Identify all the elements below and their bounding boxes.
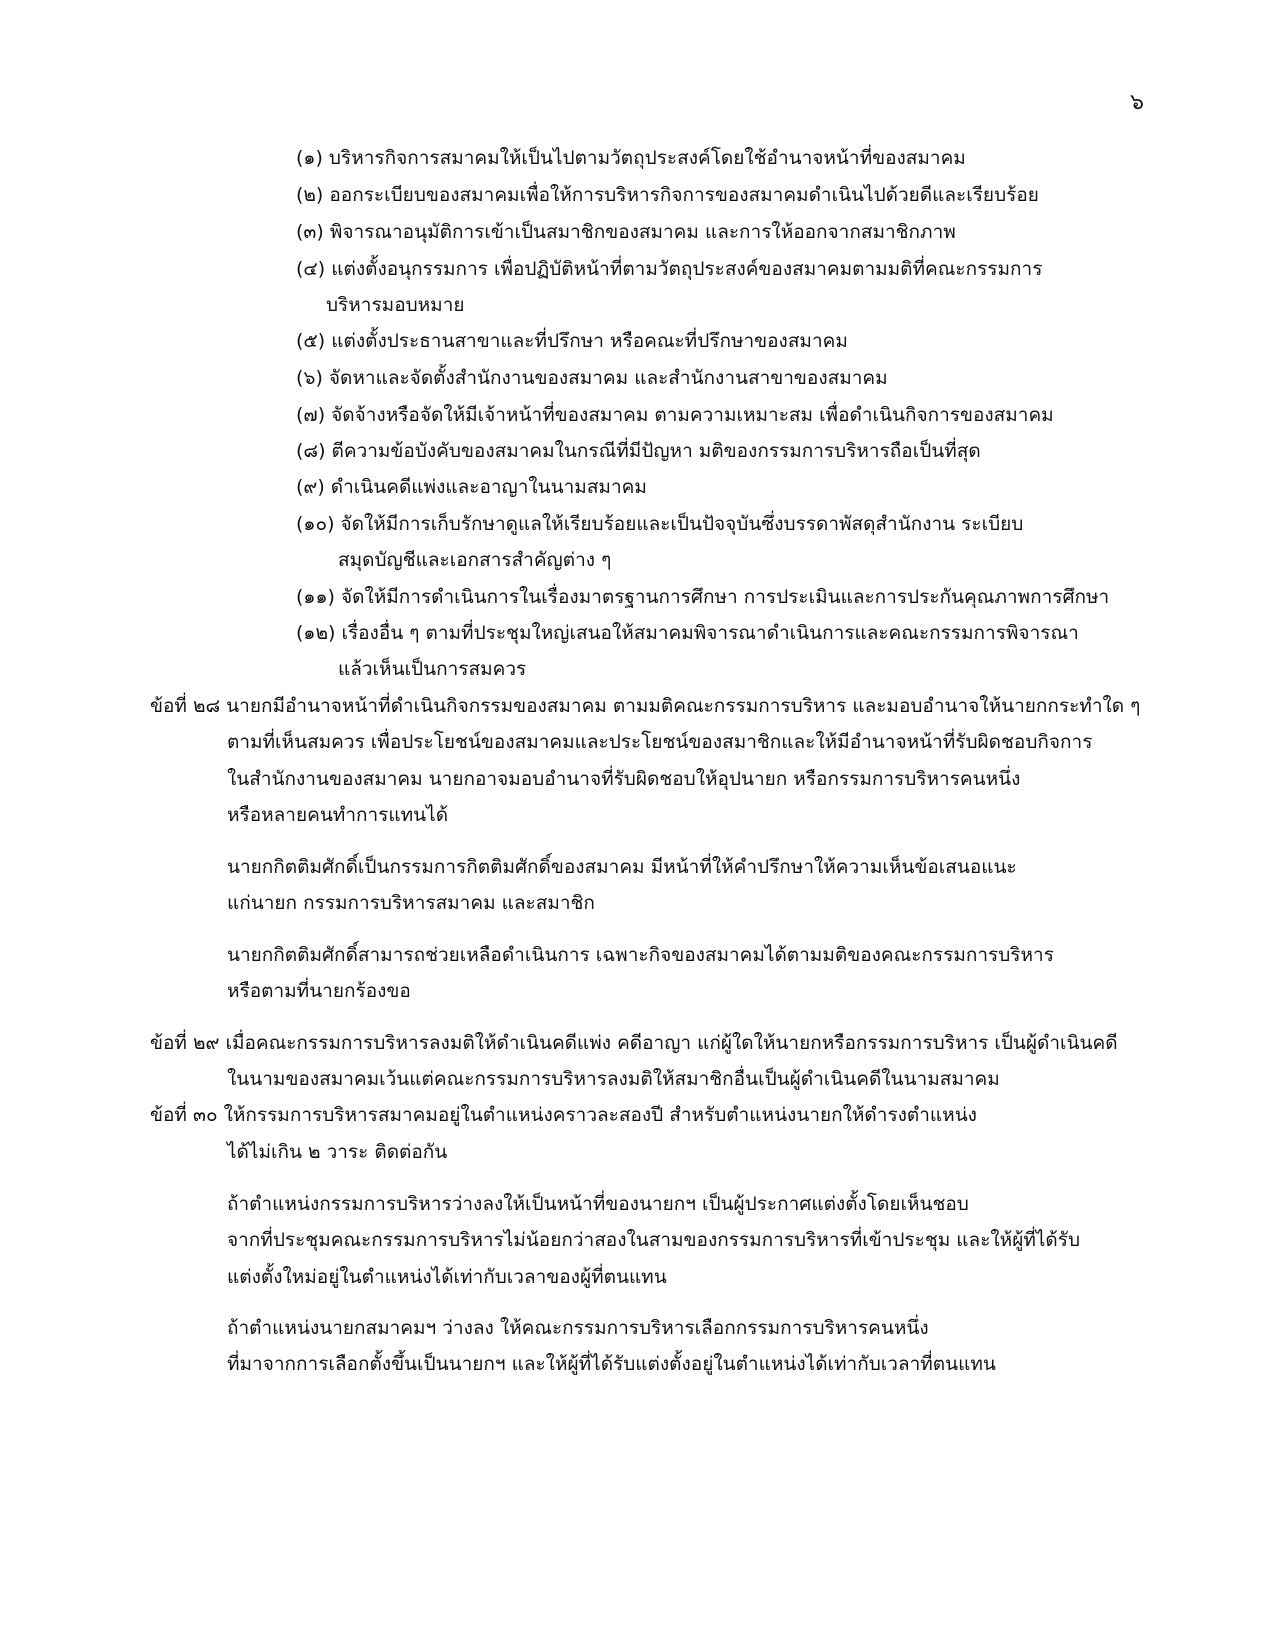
clause-paragraph-line: หรือตามที่นายกร้องขอ: [227, 980, 411, 1002]
clause-paragraph-line: แต่งตั้งใหม่อยู่ในตำแหน่งได้เท่ากับเวลาของผู้ที่ตนแทน: [227, 1266, 667, 1288]
clause-heading-line: ข้อที่ ๓๐ ให้กรรมการบริหารสมาคมอยู่ในตำแหน่งคราวละสองปี สำหรับตำแหน่งนายกให้ดำรงตำแหน่ง: [150, 1104, 977, 1126]
list-item-continuation: สมุดบัญชีและเอกสารสำคัญต่าง ๆ: [338, 549, 612, 571]
list-item-continuation: แล้วเห็นเป็นการสมควร: [338, 658, 527, 680]
list-item: (๔) แต่งตั้งอนุกรรมการ เพื่อปฏิบัติหน้าที่ตามวัตถุประสงค์ของสมาคมตามมติที่คณะกรรมการ: [296, 258, 1043, 280]
list-item: (๓) พิจารณาอนุมัติการเข้าเป็นสมาชิกของสมาคม และการให้ออกจากสมาชิกภาพ: [296, 221, 956, 243]
clause-line: ตามที่เห็นสมควร เพื่อประโยชน์ของสมาคมและประโยชน์ของสมาชิกและให้มีอำนาจหน้าที่รับผิดชอบกิจการ: [227, 731, 1093, 753]
list-item: (๑๒) เรื่องอื่น ๆ ตามที่ประชุมใหญ่เสนอให้สมาคมพิจารณาดำเนินการและคณะกรรมการพิจารณา: [296, 622, 1079, 644]
clause-line: ได้ไม่เกิน ๒ วาระ ติดต่อกัน: [227, 1141, 448, 1163]
clause-heading-line: ข้อที่ ๒๘ นายกมีอำนาจหน้าที่ดำเนินกิจกรรมของสมาคม ตามมติคณะกรรมการบริหาร และมอบอำนาจให้นายกกระทำใด ๆ: [150, 695, 1141, 717]
list-item: (๑๑) จัดให้มีการดำเนินการในเรื่องมาตรฐานการศึกษา การประเมินและการประกันคุณภาพการศึกษา: [296, 586, 1110, 608]
clause-paragraph-line: จากที่ประชุมคณะกรรมการบริหารไม่น้อยกว่าสองในสามของกรรมการบริหารที่เข้าประชุม และให้ผู้ที่ได้รับ: [227, 1229, 1081, 1251]
list-item: (๙) ดำเนินคดีแพ่งและอาญาในนามสมาคม: [296, 476, 647, 498]
clause-paragraph-line: นายกกิตติมศักดิ์สามารถช่วยเหลือดำเนินการ เฉพาะกิจของสมาคมได้ตามมติของคณะกรรมการบริหาร: [227, 944, 1054, 966]
page-number: ๖: [1130, 90, 1144, 115]
clause-line: ในสำนักงานของสมาคม นายกอาจมอบอำนาจที่รับผิดชอบให้อุปนายก หรือกรรมการบริหารคนหนึ่ง: [227, 768, 1021, 790]
list-item: (๖) จัดหาและจัดตั้งสำนักงานของสมาคม และสำนักงานสาขาของสมาคม: [296, 367, 888, 389]
clause-paragraph-line: ที่มาจากการเลือกตั้งขึ้นเป็นนายกฯ และให้ผู้ที่ได้รับแต่งตั้งอยู่ในตำแหน่งได้เท่ากับเวลาที่ตนแทน: [227, 1353, 996, 1375]
list-item: (๗) จัดจ้างหรือจัดให้มีเจ้าหน้าที่ของสมาคม ตามความเหมาะสม เพื่อดำเนินกิจการของสมาคม: [296, 404, 1054, 426]
list-item: (๑๐) จัดให้มีการเก็บรักษาดูแลให้เรียบร้อยและเป็นปัจจุบันซึ่งบรรดาพัสดุสำนักงาน ระเบียบ: [296, 513, 1024, 535]
clause-paragraph-line: ถ้าตำแหน่งนายกสมาคมฯ ว่างลง ให้คณะกรรมการบริหารเลือกกรรมการบริหารคนหนึ่ง: [227, 1317, 929, 1339]
clause-paragraph-line: แก่นายก กรรมการบริหารสมาคม และสมาชิก: [227, 892, 595, 914]
clause-paragraph-line: นายกกิตติมศักดิ์เป็นกรรมการกิตติมศักดิ์ของสมาคม มีหน้าที่ให้คำปรึกษาให้ความเห็นข้อเสนอแนะ: [227, 856, 1017, 878]
clause-paragraph-line: ถ้าตำแหน่งกรรมการบริหารว่างลงให้เป็นหน้าที่ของนายกฯ เป็นผู้ประกาศแต่งตั้งโดยเห็นชอบ: [227, 1193, 969, 1215]
clause-heading-line: ข้อที่ ๒๙ เมื่อคณะกรรมการบริหารลงมติให้ดำเนินคดีแพ่ง คดีอาญา แก่ผู้ใดให้นายกหรือกรรมการบริหาร เป็นผู้ดำเนินคดี: [150, 1032, 1118, 1054]
list-item: (๘) ตีความข้อบังคับของสมาคมในกรณีที่มีปัญหา มติของกรรมการบริหารถือเป็นที่สุด: [296, 440, 981, 462]
list-item: (๕) แต่งตั้งประธานสาขาและที่ปรึกษา หรือคณะที่ปรึกษาของสมาคม: [296, 330, 848, 352]
list-item: (๒) ออกระเบียบของสมาคมเพื่อให้การบริหารกิจการของสมาคมดำเนินไปด้วยดีและเรียบร้อย: [296, 184, 1039, 206]
list-item-continuation: บริหารมอบหมาย: [326, 294, 465, 316]
list-item: (๑) บริหารกิจการสมาคมให้เป็นไปตามวัตถุประสงค์โดยใช้อำนาจหน้าที่ของสมาคม: [296, 147, 966, 169]
clause-line: ในนามของสมาคมเว้นแต่คณะกรรมการบริหารลงมติให้สมาชิกอื่นเป็นผู้ดำเนินคดีในนามสมาคม: [227, 1068, 1000, 1090]
clause-line: หรือหลายคนทำการแทนได้: [227, 804, 449, 826]
